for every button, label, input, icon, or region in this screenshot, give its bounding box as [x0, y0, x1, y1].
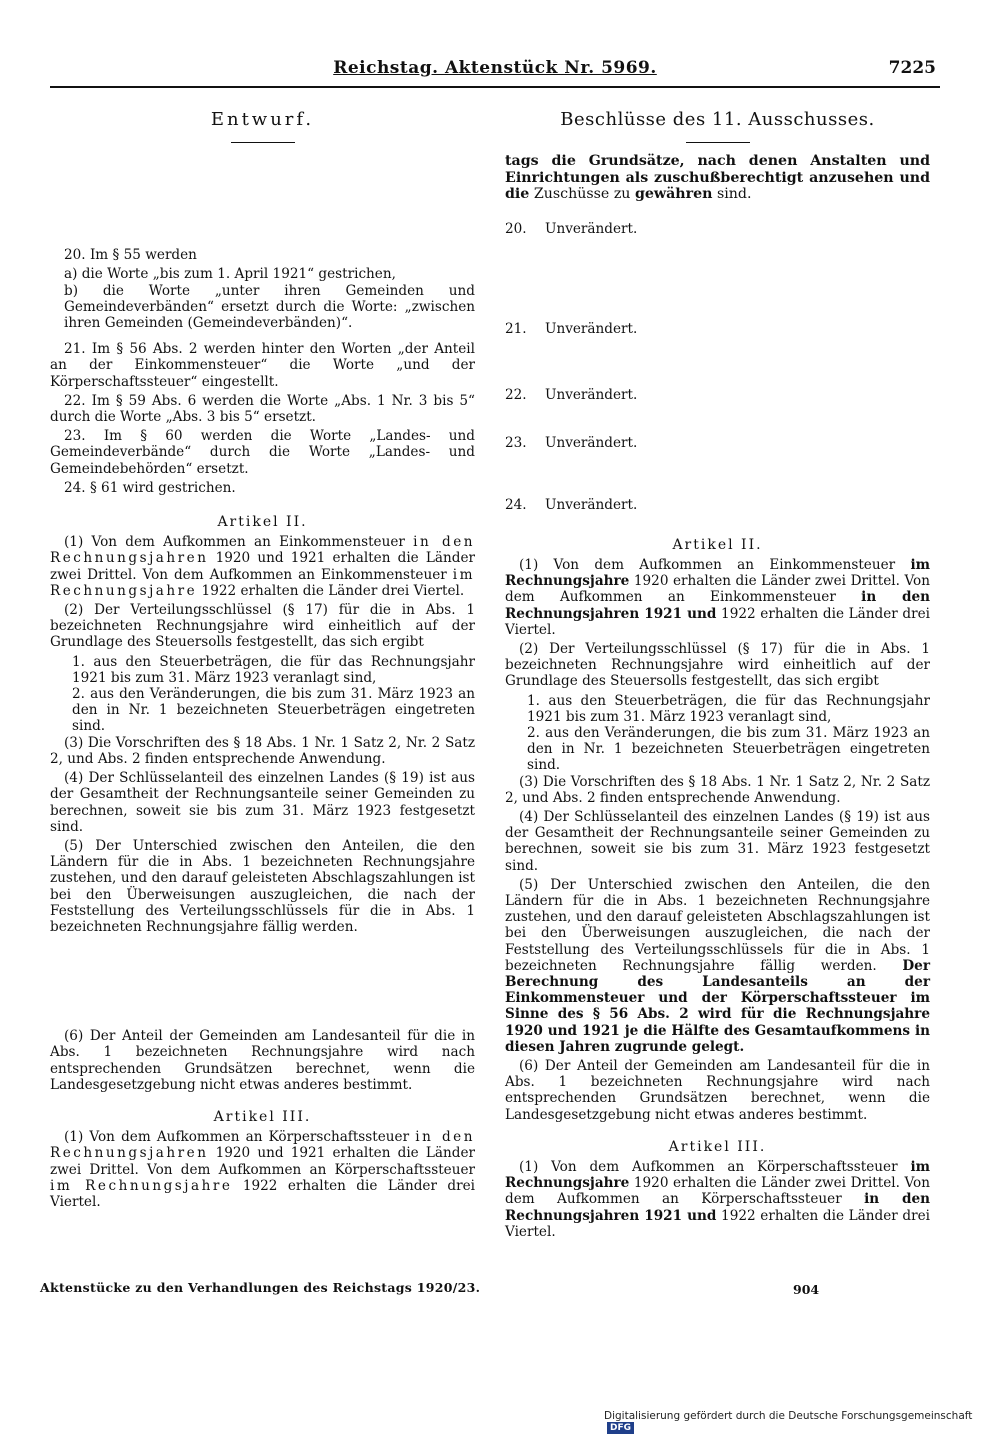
- amendment-number: 23.: [505, 434, 527, 451]
- text-run: in den Rechnungsjahren: [50, 1129, 475, 1162]
- paragraph: (6) Der Anteil der Gemeinden am Landesanteil für die in Abs. 1 bezeichneten Rechnungsjahre wird nach entsprechenden Grundsätzen berechnet, wenn die Landesgesetzgebung nicht etwas anderes bestimmt.: [50, 1028, 475, 1093]
- text-run: in den Rechnungsjahren: [50, 534, 475, 567]
- paragraph: (3) Die Vorschriften des § 18 Abs. 1 Nr. 1 Satz 2, Nr. 2 Satz 2, und Abs. 2 finden entsprechende Anwendung.: [50, 734, 475, 767]
- paragraph: [50, 534, 475, 599]
- text-run: tags die Grundsätze, nach denen Anstalten und Einrichtungen als zuschußberechtigt anzusehen und die: [505, 153, 930, 203]
- amendment-number: 22.: [505, 386, 527, 403]
- text-run: im Rechnungsjahre: [50, 566, 475, 599]
- text-run: im Rechnungsjahre: [505, 1159, 930, 1192]
- right-column: [505, 106, 930, 1243]
- text-run: 1922 erhalten die Länder drei Viertel.: [197, 582, 465, 599]
- text-run: 1920 erhalten die Länder zwei Drittel. Von dem Aufkommen an Einkommensteuer: [505, 573, 930, 606]
- paragraph: (6) Der Anteil der Gemeinden am Landesanteil für die in Abs. 1 bezeichneten Rechnungsjahre wird nach entsprechenden Grundsätzen berechnet, wenn die Landesgesetzgebung nicht etwas anderes bestimmt.: [505, 1058, 930, 1123]
- list-item: 2. aus den Veränderungen, die bis zum 31. März 1923 an den in Nr. 1 bezeichneten Steuerbeträgen eingetreten sind.: [72, 686, 475, 735]
- footer-source: Aktenstücke zu den Verhandlungen des Reichstags 1920/23.: [40, 1280, 481, 1295]
- paragraph: [505, 877, 930, 1055]
- list-item: 1. aus den Steuerbeträgen, die für das Rechnungsjahr 1921 bis zum 31. März 1923 veranlagt sind,: [72, 653, 475, 686]
- amendment-number: 20.: [505, 220, 527, 237]
- footer-sheet-number: 904: [793, 1282, 820, 1297]
- text-run: im Rechnungsjahre: [50, 1177, 233, 1194]
- digitization-credit: [604, 1410, 1000, 1434]
- dfg-logo-icon: DFG: [607, 1422, 634, 1434]
- paragraph: (4) Der Schlüsselanteil des einzelnen Landes (§ 19) ist aus der Gesamtheit der Rechnungsanteile seiner Gemeinden zu berechnen, soweit sie bis zum 31. März 1923 festgesetzt sind.: [50, 770, 475, 835]
- paragraph: [505, 1159, 930, 1240]
- document-page: [50, 56, 940, 1366]
- list-item: 1. aus den Steuerbeträgen, die für das Rechnungsjahr 1921 bis zum 31. März 1923 veranlagt sind,: [527, 692, 930, 725]
- right-column-title: Beschlüsse des 11. Ausschusses.: [560, 109, 875, 130]
- page-number: 7225: [888, 58, 936, 78]
- text-run: (1) Von dem Aufkommen an Körperschaftssteuer: [64, 1129, 416, 1146]
- artikel-3-heading: Artikel III.: [213, 1108, 312, 1125]
- amendment-decision: Unverändert.: [545, 386, 638, 403]
- artikel-3-heading: Artikel III.: [668, 1138, 767, 1155]
- credit-text: Digitalisierung gefördert durch die Deutsche Forschungsgemeinschaft: [604, 1410, 973, 1422]
- amendment-20: [50, 247, 475, 331]
- text-run: im Rechnungsjahre: [505, 556, 930, 590]
- text-run: (1) Von dem Aufkommen an Einkommensteuer: [64, 534, 414, 551]
- amendment-number: 24.: [505, 496, 527, 513]
- amendment-sub: a) die Worte „bis zum 1. April 1921“ gestrichen,: [64, 266, 396, 283]
- amendment-lead: 20. Im § 55 werden: [64, 247, 197, 264]
- paragraph: (2) Der Verteilungsschlüssel (§ 17) für die in Abs. 1 bezeichneten Rechnungsjahre wird einheitlich auf der Grundlage des Steuersolls festgestellt, das sich ergibt: [50, 602, 475, 651]
- amendment-decision: Unverändert.: [545, 434, 638, 451]
- paragraph: (5) Der Unterschied zwischen den Anteilen, die den Ländern für die in Abs. 1 bezeichneten Rechnungsjahre zustehen, und den darauf geleisteten Abschlagszahlungen ist bei den Überweisungen auszugleichen, die nach der Feststellung des Verteilungsschlüssels für die in Abs. 1 bezeichneten Rechnungsjahre fällig werden.: [50, 837, 475, 935]
- amendment-number: 21.: [505, 320, 527, 337]
- text-run: 1922 erhalten die Länder drei Viertel.: [505, 605, 931, 638]
- amendment-21: 21. Im § 56 Abs. 2 werden hinter den Worten „der Anteil an der Einkommensteuer“ die Worte „und der Körperschaftssteuer“ eingestellt.: [50, 341, 475, 390]
- text-run: (1) Von dem Aufkommen an Einkommensteuer: [519, 556, 911, 573]
- amendment-sub: b) die Worte „unter ihren Gemeinden und Gemeindeverbänden“ ersetzt durch die Worte: „zwischen ihren Gemeinden (Gemeindeverbänden)“.: [64, 282, 475, 332]
- amendment-20-decision: [505, 221, 930, 321]
- text-run: 1922 erhalten die Länder drei Viertel.: [50, 1177, 475, 1210]
- amendment-22: 22. Im § 59 Abs. 6 werden die Worte „Abs. 1 Nr. 3 bis 5“ durch die Worte „Abs. 3 bis 5“ ersetzt.: [50, 392, 475, 426]
- paragraph: [505, 557, 930, 638]
- paragraph: (4) Der Schlüsselanteil des einzelnen Landes (§ 19) ist aus der Gesamtheit der Rechnungsanteile seiner Gemeinden zu berechnen, soweit sie bis zum 31. März 1923 festgesetzt sind.: [505, 808, 930, 874]
- amendment-decision: Unverändert.: [545, 320, 638, 337]
- amendment-23: 23. Im § 60 werden die Worte „Landes- und Gemeindeverbände“ durch die Worte „Landes- und Gemeindebehörden“ ersetzt.: [50, 428, 475, 477]
- left-column-title: Entwurf.: [210, 109, 315, 130]
- artikel-2-heading: Artikel II.: [672, 536, 763, 553]
- amendment-22-decision: [505, 387, 930, 435]
- text-run: 1920 und 1921 erhalten die Länder zwei Drittel. Von dem Aufkommen an Körperschaftssteuer: [50, 1145, 475, 1178]
- text-run: Zuschüsse zu: [529, 186, 635, 203]
- text-run: gewähren: [634, 186, 713, 203]
- amendment-23-decision: [505, 435, 930, 497]
- text-run: 1922 erhalten die Länder drei Viertel.: [505, 1207, 931, 1240]
- text-run: 1920 erhalten die Länder zwei Drittel. Von dem Aufkommen an Körperschaftssteuer: [505, 1175, 930, 1208]
- amendment-24: 24. § 61 wird gestrichen.: [64, 479, 236, 496]
- text-run: (1) Von dem Aufkommen an Körperschaftssteuer: [519, 1159, 911, 1176]
- text-run: in den Rechnungsjahren 1921 und: [505, 1191, 930, 1224]
- paragraph: [50, 1129, 475, 1210]
- text-run: 1920 und 1921 erhalten die Länder zwei Drittel. Von dem Aufkommen an Einkommensteuer: [50, 550, 475, 583]
- amendment-21-decision: [505, 321, 930, 387]
- amendment-decision: Unverändert.: [545, 220, 638, 237]
- left-column: [50, 106, 475, 1213]
- text-run: (5) Der Unterschied zwischen den Anteilen, die den Ländern für die in Abs. 1 bezeichneten Rechnungsjahre zustehen, und den darauf geleisteten Abschlagszahlungen ist bei den Überweisungen auszugleichen, die nach der Feststellung des Verteilungsschlüssels für die in Abs. 1 bezeichneten Rechnungsjahre fällig werden.: [505, 876, 930, 974]
- running-title: Reichstag. Aktenstück Nr. 5969.: [333, 58, 657, 78]
- paragraph: (3) Die Vorschriften des § 18 Abs. 1 Nr. 1 Satz 2, Nr. 2 Satz 2, und Abs. 2 finden entsprechende Anwendung.: [505, 773, 930, 806]
- continuation-text: [505, 153, 930, 203]
- paragraph: (2) Der Verteilungsschlüssel (§ 17) für die in Abs. 1 bezeichneten Rechnungsjahre wird einheitlich auf der Grundlage des Steuersolls festgestellt, das sich ergibt: [505, 640, 930, 690]
- list-item: 2. aus den Veränderungen, die bis zum 31. März 1923 an den in Nr. 1 bezeichneten Steuerbeträgen eingetreten sind.: [527, 724, 930, 774]
- text-run: Der Berechnung des Landesanteils an der Einkommensteuer und der Körperschaftssteuer im Sinne des § 56 Abs. 2 wird für die Rechnungsjahre 1920 und 1921 je die Hälfte des Gesamtaufkommens in diesen Jahren zugrunde gelegt.: [505, 957, 930, 1055]
- artikel-2-heading: Artikel II.: [217, 514, 308, 531]
- text-run: sind.: [712, 186, 752, 203]
- amendment-decision: Unverändert.: [545, 496, 638, 513]
- amendment-24-decision: [505, 497, 930, 519]
- text-run: in den Rechnungsjahren 1921 und: [505, 589, 930, 622]
- page-header: [50, 56, 940, 88]
